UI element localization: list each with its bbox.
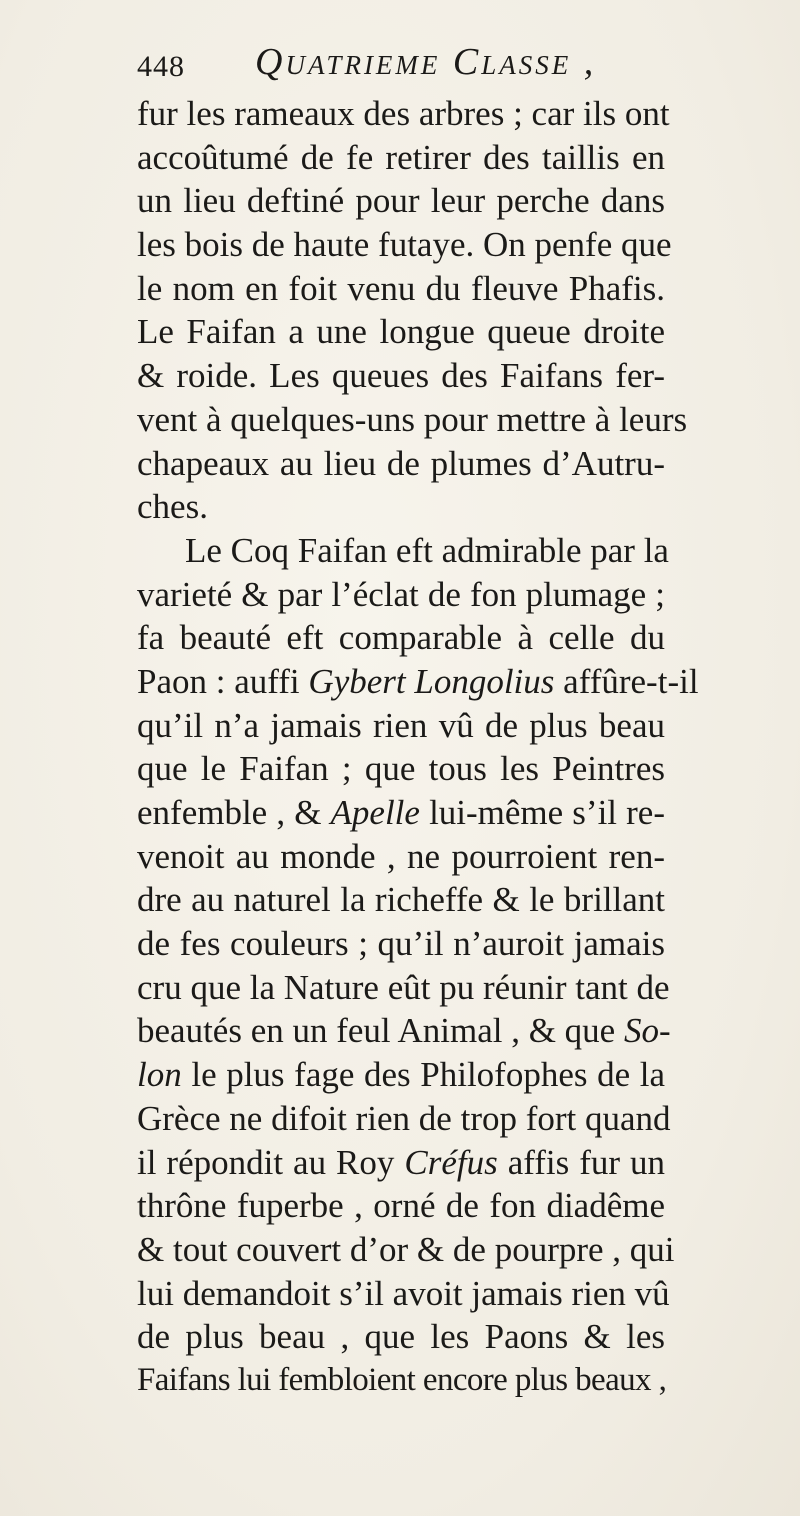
text-line: cru que la Nature eût pu réunir tant de bbox=[137, 967, 670, 1007]
page-header bbox=[137, 40, 697, 98]
text-line: thrône fuperbe , orné de fon diadême bbox=[137, 1186, 665, 1226]
philosopher-name-italic: So- bbox=[623, 1011, 671, 1051]
text-line: que le Faifan ; que tous les Peintres bbox=[137, 749, 665, 789]
text-line: & tout couvert d’or & de pourpre , qui bbox=[137, 1229, 675, 1269]
text-line: fa beauté eft comparable à celle du bbox=[137, 618, 665, 658]
text-line: ches. bbox=[137, 487, 208, 527]
text-line: Paon : auffi Gybert Longolius affûre-t-il bbox=[137, 661, 699, 701]
text-line: de plus beau , que les Paons & les bbox=[137, 1317, 665, 1357]
text-line: varieté & par l’éclat de fon plumage ; bbox=[137, 574, 665, 614]
author-name-italic: Gybert Longolius bbox=[308, 661, 555, 701]
text-line: un lieu deftiné pour leur perche dans bbox=[137, 181, 665, 221]
philosopher-name-italic: lon bbox=[137, 1055, 182, 1095]
text-line: enfemble , & Apelle lui-même s’il re- bbox=[137, 793, 665, 832]
text-line: les bois de haute futaye. On penfe que bbox=[137, 225, 672, 265]
text-line: le nom en foit venu du fleuve Phafis. bbox=[137, 268, 665, 308]
text-line: venoit au monde , ne pourroient ren- bbox=[137, 836, 665, 876]
text-line: lon le plus fage des Philofophes de la bbox=[137, 1055, 665, 1095]
painter-name-italic: Apelle bbox=[330, 793, 420, 832]
page-number: 448 bbox=[137, 50, 185, 83]
text-line: Faifans lui fembloient encore plus beaux , bbox=[137, 1361, 667, 1398]
text-line: lui demandoit s’il avoit jamais rien vû bbox=[137, 1273, 670, 1313]
text-line: Grèce ne difoit rien de trop fort quand bbox=[137, 1098, 671, 1138]
text-line: de fes couleurs ; qu’il n’auroit jamais bbox=[137, 924, 665, 964]
text-line: accoûtumé de fe retirer des taillis en bbox=[137, 137, 665, 177]
text-line: il répondit au Roy Créfus affis fur un bbox=[137, 1142, 665, 1182]
text-line: vent à quelques-uns pour mettre à leurs bbox=[137, 399, 688, 439]
running-head: Quatrieme Classe , bbox=[255, 41, 597, 83]
text-line: Le Faifan a une longue queue droite bbox=[137, 312, 665, 352]
text-line: fur les rameaux des arbres ; car ils ont bbox=[137, 94, 670, 133]
text-line: & roide. Les queues des Faifans fer- bbox=[137, 356, 665, 396]
text-line: chapeaux au lieu de plumes d’Autru- bbox=[137, 443, 665, 483]
text-line: dre au naturel la richeffe & le brillant bbox=[137, 880, 665, 920]
king-name-italic: Créfus bbox=[404, 1142, 498, 1182]
text-line: beautés en un feul Animal , & que So- bbox=[137, 1011, 671, 1051]
body-text bbox=[137, 92, 699, 1403]
text-line: qu’il n’a jamais rien vû de plus beau bbox=[137, 705, 665, 745]
text-line: Le Coq Faifan eft admirable par la bbox=[185, 530, 669, 570]
